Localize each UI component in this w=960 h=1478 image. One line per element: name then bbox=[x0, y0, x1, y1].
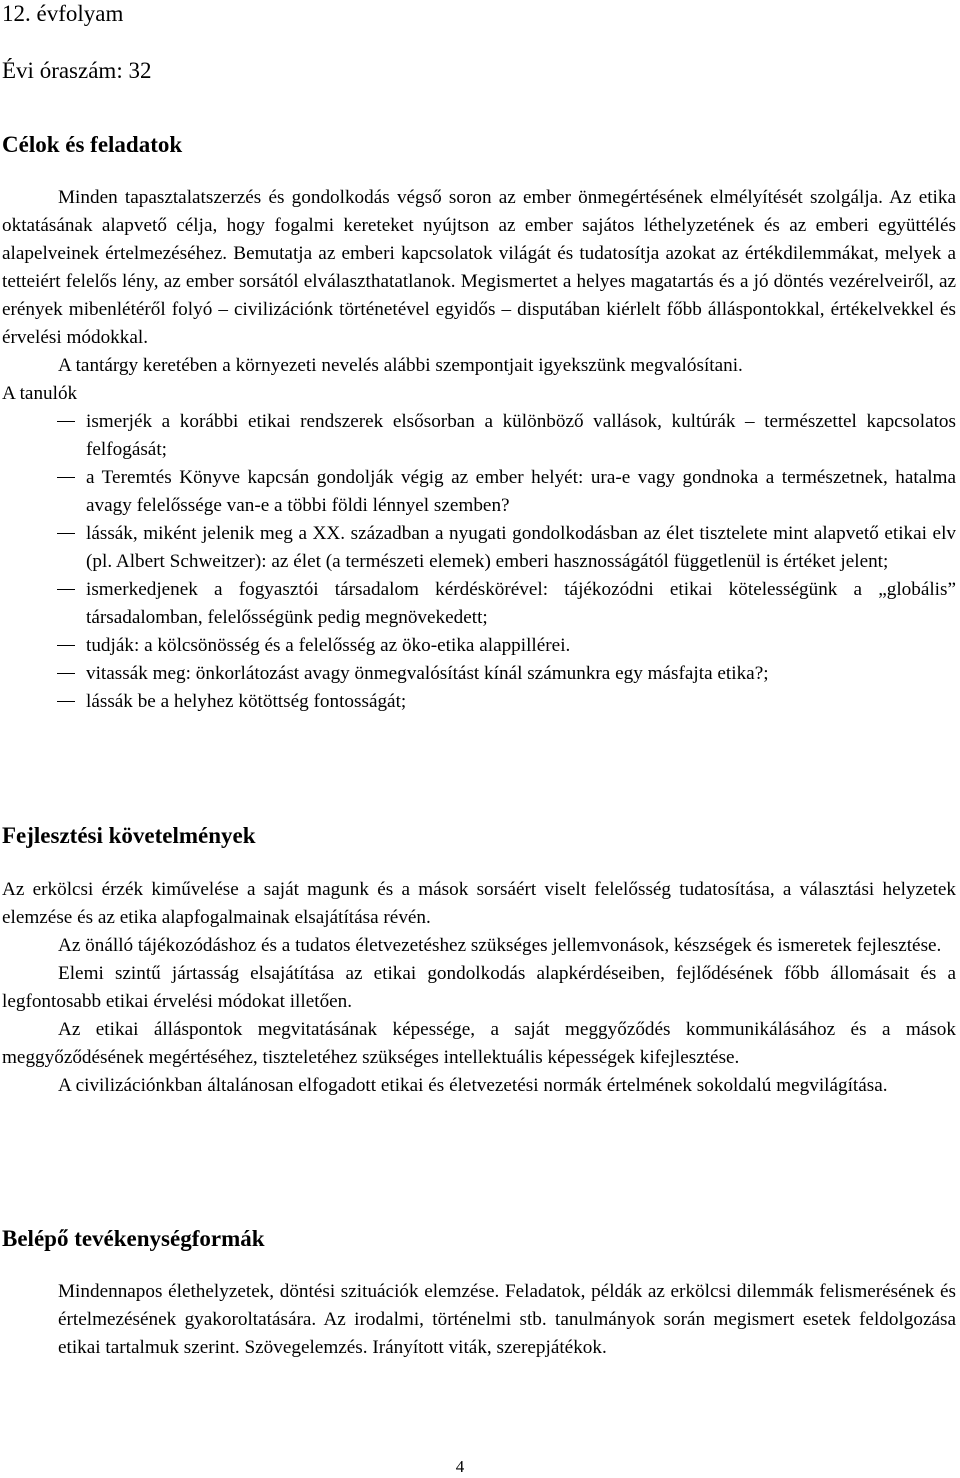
activities-paragraph: Mindennapos élethelyzetek, döntési szituációk elemzése. Feladatok, példák az erkölcsi dilemmák felismerésének és értelmezésének gyakoroltatására. Az irodalmi, történelmi stb. tanulmányok során megismert esetek feldolgozása etikai tartalmuk szerint. Szövegelemzés. Irányított viták, szerepjátékok. bbox=[58, 1281, 956, 1358]
goals-body bbox=[2, 184, 956, 716]
requirements-paragraph: Elemi szintű jártasság elsajátítása az etikai gondolkodás alapkérdéseiben, fejlődésének főbb állomásait és a legfontosabb etikai érvelési módokat illetően. bbox=[2, 963, 956, 1012]
goals-paragraph: Minden tapasztalatszerzés és gondolkodás végső soron az ember önmegértésének elmélyítését szolgálja. Az etika oktatásának alapvető célja, hogy fogalmi kereteket nyújtson az ember sajátos léthelyzetének és az emberi együttélés alapelveinek értelmezéséhez. Bemutatja az emberi kapcsolatok világát és tudatosítja azokat az értékdilemmákat, melyek a tetteiért felelős lény, az ember sorsától elválaszthatatlanok. Megismertet a helyes magatartás és a jó döntés vezérelveiről, az erények mibenlétéről folyó – civilizációnk történetével egyidős – disputában kiérlelt főbb álláspontokkal, értékelvekkel és érvelési módokkal. bbox=[2, 187, 956, 348]
dash-bullet-icon bbox=[57, 645, 75, 646]
activities-body bbox=[58, 1278, 956, 1362]
requirements-paragraph: Az erkölcsi érzék kiművelése a saját magunk és a mások sorsáért viselt felelősség tudatosítása, a választási helyzetek elemzése és az etika alapfogalmainak elsajátítása révén. bbox=[2, 879, 956, 928]
annual-hours: Évi óraszám: 32 bbox=[2, 58, 152, 83]
dash-bullet-icon bbox=[57, 673, 75, 674]
dash-bullet-icon bbox=[57, 477, 75, 478]
list-item: vitassák meg: önkorlátozást avagy önmegvalósítást kínál számunkra egy másfajta etika?; bbox=[2, 660, 956, 688]
dash-bullet-icon bbox=[57, 421, 75, 422]
requirements-body bbox=[2, 876, 956, 1100]
requirements-paragraph: Az etikai álláspontok megvitatásának képessége, a saját meggyőződés kommunikálásához és a mások meggyőződésének megértéséhez, tiszteletéhez szükséges intellektuális képességek kifejlesztése. bbox=[2, 1019, 956, 1068]
requirements-paragraph: A civilizációnkban általánosan elfogadott etikai és életvezetési normák értelmének sokoldalú megvilágítása. bbox=[58, 1075, 888, 1096]
list-item: a Teremtés Könyve kapcsán gondolják végig az ember helyét: ura-e vagy gondnoka a természetnek, hatalma avagy felelőssége van-e a többi földi lénnyel szemben? bbox=[2, 464, 956, 520]
requirements-paragraph: Az önálló tájékozódáshoz és a tudatos életvezetéshez szükséges jellemvonások, készségek és ismeretek fejlesztése. bbox=[58, 935, 942, 956]
students-intro: A tanulók bbox=[2, 383, 78, 404]
goals-list bbox=[2, 408, 956, 716]
goals-environment-paragraph: A tantárgy keretében a környezeti nevelés alábbi szempontjait igyekszünk megvalósítani. bbox=[58, 355, 743, 376]
dash-bullet-icon bbox=[57, 589, 75, 590]
dash-bullet-icon bbox=[57, 701, 75, 702]
dash-bullet-icon bbox=[57, 533, 75, 534]
list-item: lássák be a helyhez kötöttség fontosságát; bbox=[2, 688, 956, 716]
list-item: ismerkedjenek a fogyasztói társadalom kérdéskörével: tájékozódni etikai kötelességünk a „globális” társadalomban, felelősségünk pedig megnövekedett; bbox=[2, 576, 956, 632]
list-item: tudják: a kölcsönösség és a felelősség az öko-etika alappillérei. bbox=[2, 632, 956, 660]
list-item: ismerjék a korábbi etikai rendszerek elsősorban a különböző vallások, kultúrák – természettel kapcsolatos felfogását; bbox=[2, 408, 956, 464]
list-item: lássák, miként jelenik meg a XX. században a nyugati gondolkodásban az élet tisztelete mint alapvető etikai elv (pl. Albert Schweitzer): az élet (a természeti elemek) emberi hasznosságától függetlenül is értéket jelent; bbox=[2, 520, 956, 576]
section-heading-requirements: Fejlesztési követelmények bbox=[2, 823, 256, 848]
section-heading-goals: Célok és feladatok bbox=[2, 132, 183, 157]
grade-title: 12. évfolyam bbox=[2, 1, 124, 26]
section-heading-activities: Belépő tevékenységformák bbox=[2, 1226, 265, 1251]
page-number: 4 bbox=[455, 1457, 465, 1476]
